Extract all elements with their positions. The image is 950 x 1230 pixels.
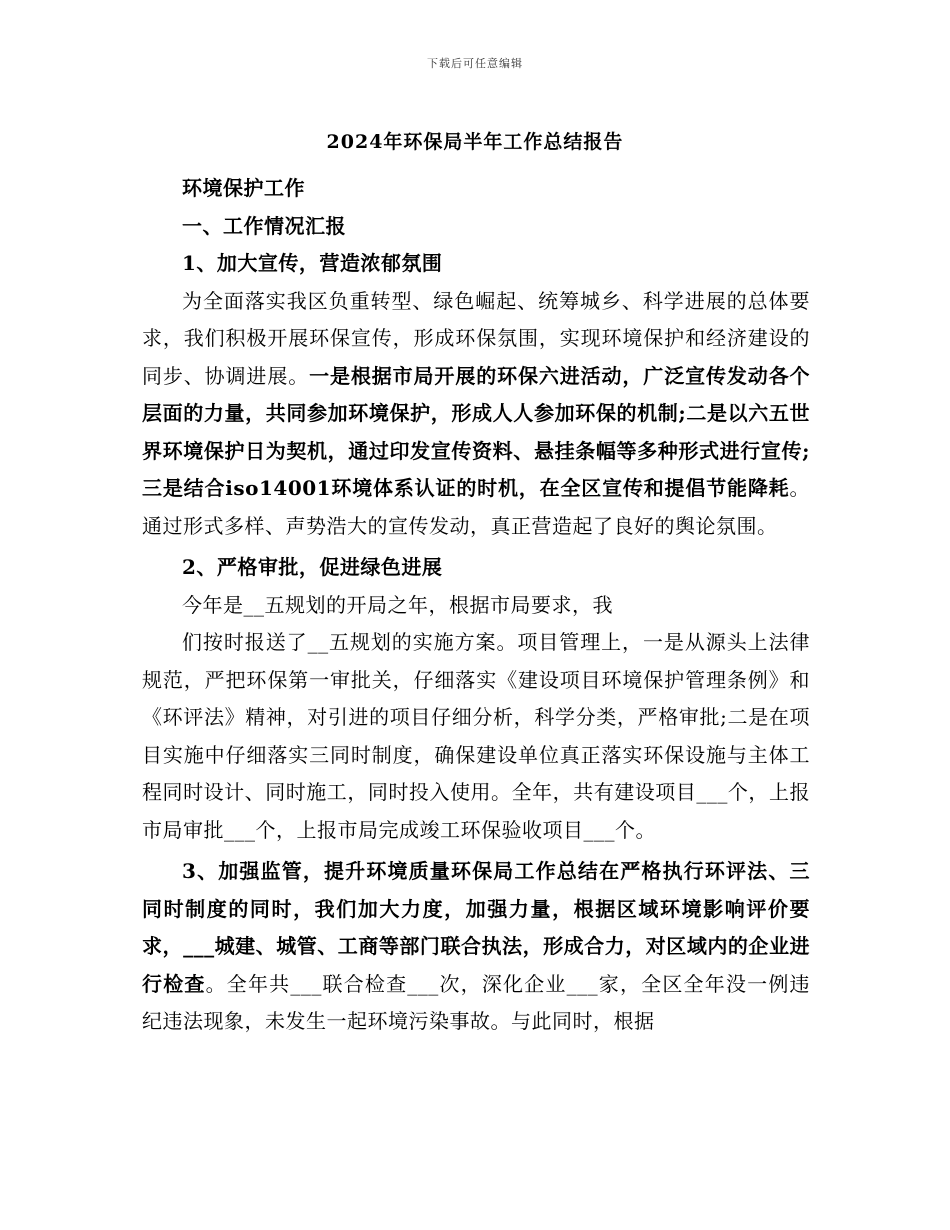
paragraph-publicity — [142, 283, 810, 546]
page-title: 2024年环保局半年工作总结报告 — [326, 131, 624, 153]
subheading-approval: 2、严格审批，促进绿色进展 — [182, 555, 443, 579]
section-heading-environment: 环境保护工作 — [182, 176, 305, 200]
paragraph-supervision-end: 。全年共___联合检查___次，深化企业___家，全区全年没一例违纪违法现象，未发生一起环境污染事故。与此同时，根据 — [142, 971, 811, 1033]
paragraph-supervision-bold: 3、加强监管，提升环境质量环保局工作总结在严格执行环评法、三同时制度的同时，我们加大力度，加强力量，根据区域环境影响评价要求，___城建、城管、工商等部门联合执法，形成合力，对区域内的企业进行检查 — [142, 859, 810, 996]
paragraph-approval-start: 今年是__五规划的开局之年，根据市局要求，我 — [182, 592, 613, 617]
paragraph-approval: 们按时报送了__五规划的实施方案。项目管理上，一是从源头上法律规范，严把环保第一审批关，仔细落实《建设项目环境保护管理条例》和《环评法》精神，对引进的项目仔细分析，科学分类，严格审批;二是在项目实施中仔细落实三同时制度，确保建设单位真正落实环保设施与主体工程同时设计、同时施工，同时投入使用。全年，共有建设项目___个，上报市局审批___个，上报市局完成竣工环保验收项目___个。 — [142, 630, 810, 842]
paragraph-publicity-end: 。通过形式多样、声势浩大的宣传发动，真正营造起了良好的舆论氛围。 — [142, 476, 810, 538]
section-heading-work-report: 一、工作情况汇报 — [182, 213, 346, 238]
paragraph-supervision — [142, 853, 810, 1041]
paragraph-publicity-bold: 一是根据市局开展的环保六进活动，广泛宣传发动各个层面的力量，共同参加环境保护，形成人人参加环保的机制;二是以六五世界环境保护日为契机，通过印发宣传资料、悬挂条幅等多种形式进行宣传;三是结合iso14001环境体系认证的时机，在全区宣传和提倡节能降耗 — [142, 363, 811, 500]
subheading-publicity: 1、加大宣传，营造浓郁氛围 — [182, 251, 443, 275]
header-note: 下载后可任意编辑 — [427, 57, 523, 70]
paragraph-publicity-intro: 为全面落实我区负重转型、绿色崛起、统筹城乡、科学进展的总体要求，我们积极开展环保宣传，形成环保氛围，实现环境保护和经济建设的同步、协调进展。 — [142, 288, 810, 388]
document-body — [142, 170, 810, 1041]
